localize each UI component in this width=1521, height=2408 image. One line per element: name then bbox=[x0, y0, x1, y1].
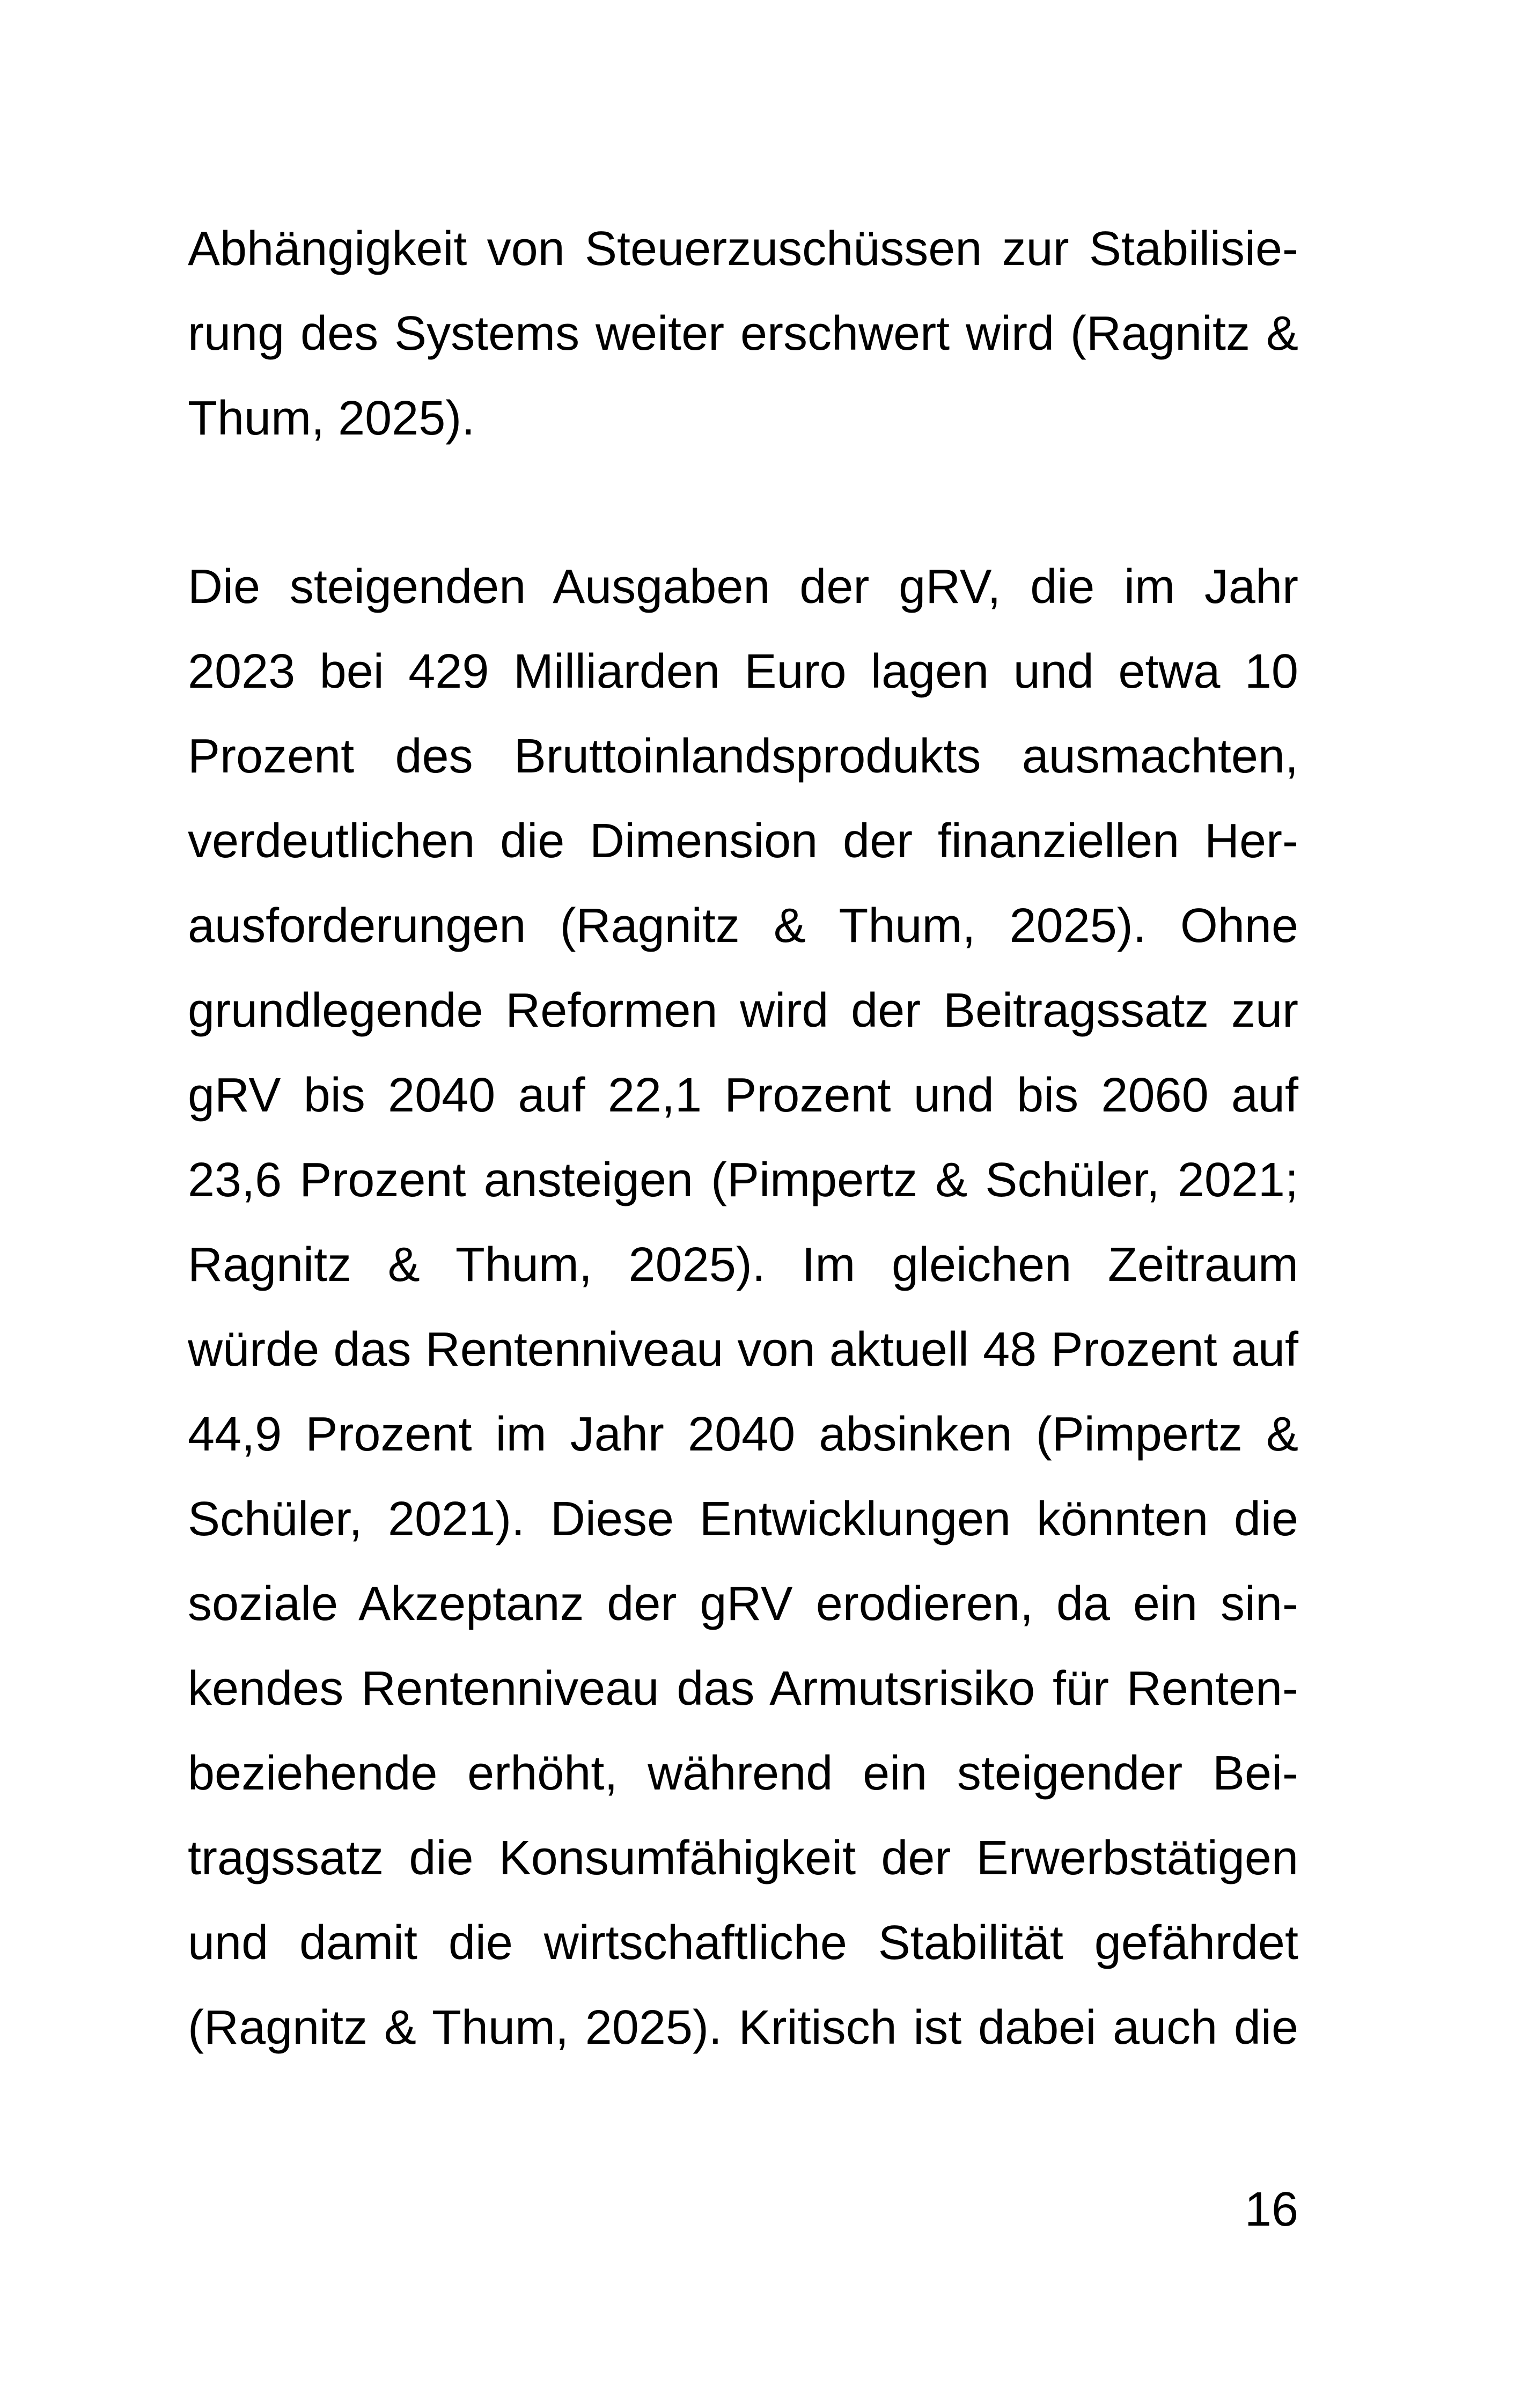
text-line: soziale Akzeptanz der gRV erodieren, da ein sin- bbox=[188, 1577, 1298, 1631]
text-line: Abhängigkeit von Steuerzuschüssen zur Stabilisie- bbox=[188, 222, 1298, 276]
text-line: verdeutlichen die Dimension der finanziellen Her- bbox=[188, 814, 1298, 868]
text-line: 2023 bei 429 Milliarden Euro lagen und etwa 10 bbox=[188, 645, 1298, 698]
text-line: Prozent des Bruttoinlandsprodukts ausmachten, bbox=[188, 730, 1298, 783]
text-line: rung des Systems weiter erschwert wird (Ragnitz & bbox=[188, 307, 1298, 360]
page-number: 16 bbox=[1244, 2183, 1298, 2236]
text-line: Schüler, 2021). Diese Entwicklungen könnten die bbox=[188, 1492, 1298, 1546]
text-line: Die steigenden Ausgaben der gRV, die im Jahr bbox=[188, 560, 1298, 614]
text-line: würde das Rentenniveau von aktuell 48 Prozent auf bbox=[188, 1323, 1298, 1376]
text-line: Thum, 2025). bbox=[188, 392, 475, 445]
text-line: (Ragnitz & Thum, 2025). Kritisch ist dabei auch die bbox=[188, 2001, 1298, 2054]
text-line: gRV bis 2040 auf 22,1 Prozent und bis 2060 auf bbox=[188, 1069, 1298, 1122]
text-line: beziehende erhöht, während ein steigender Bei- bbox=[188, 1747, 1298, 1800]
text-line: Ragnitz & Thum, 2025). Im gleichen Zeitraum bbox=[188, 1238, 1298, 1292]
text-line: 23,6 Prozent ansteigen (Pimpertz & Schüler, 2021; bbox=[188, 1153, 1298, 1207]
paragraph-2 bbox=[188, 544, 1298, 2070]
text-line: tragssatz die Konsumfähigkeit der Erwerbstätigen bbox=[188, 1831, 1298, 1885]
text-line: grundlegende Reformen wird der Beitragssatz zur bbox=[188, 984, 1298, 1037]
paragraph-1 bbox=[188, 207, 1298, 461]
text-line: ausforderungen (Ragnitz & Thum, 2025). Ohne bbox=[188, 899, 1298, 953]
text-line: kendes Rentenniveau das Armutsrisiko für Renten- bbox=[188, 1662, 1298, 1715]
text-line: und damit die wirtschaftliche Stabilität gefährdet bbox=[188, 1916, 1298, 1970]
text-line: 44,9 Prozent im Jahr 2040 absinken (Pimpertz & bbox=[188, 1408, 1298, 1461]
